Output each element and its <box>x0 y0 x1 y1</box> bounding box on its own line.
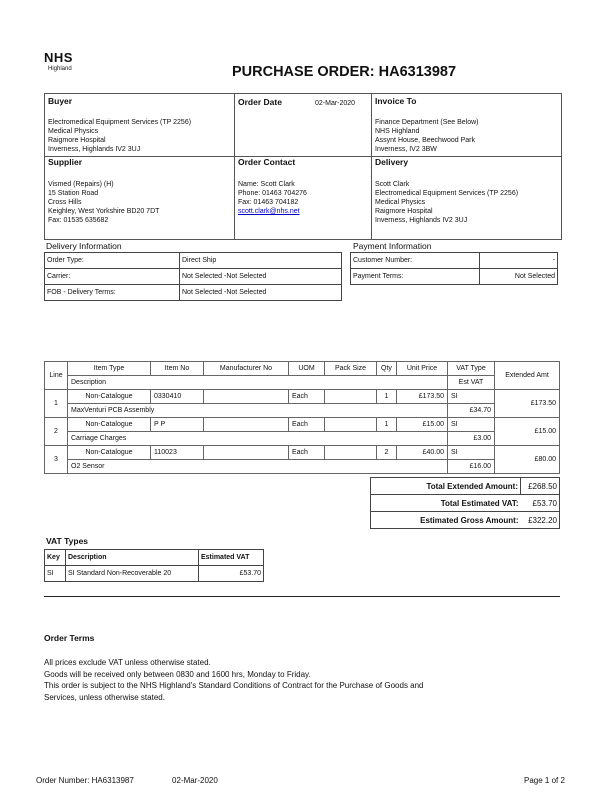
vat-types-title: VAT Types <box>46 536 89 546</box>
table-row: Total Estimated VAT: £53.70 <box>371 495 560 512</box>
table-row: 1 Non-Catalogue 0330410 Each 1 £173.50 SI £173.50 <box>45 390 560 404</box>
table-row: Estimated Gross Amount: £322.20 <box>371 512 560 529</box>
delivery-info-table <box>44 252 342 301</box>
table-row-description: Carriage Charges £3.00 <box>45 432 560 446</box>
table-row: Payment Terms: Not Selected <box>351 269 558 285</box>
table-row: 3 Non-Catalogue 110023 Each 2 £40.00 SI £80.00 <box>45 446 560 460</box>
footer-page-number: Page 1 of 2 <box>524 776 565 785</box>
address-block <box>44 93 562 240</box>
items-header-row-2: Description Est VAT <box>45 376 560 390</box>
table-row: Total Extended Amount: £268.50 <box>371 478 560 495</box>
vat-types-table <box>44 549 264 582</box>
totals-table <box>370 477 560 529</box>
page-title: PURCHASE ORDER: HA6313987 <box>232 64 457 80</box>
items-header-row: Line Item Type Item No Manufacturer No UOM Pack Size Qty Unit Price VAT Type Extended Amt <box>45 362 560 376</box>
nhs-logo-subtitle: Highland <box>48 66 72 72</box>
table-row: Key Description Estimated VAT <box>45 550 264 566</box>
contact-email-link[interactable]: scott.clark@nhs.net <box>238 208 300 215</box>
order-contact-details: Name: Scott Clark Phone: 01463 704276 Fax: 01463 704182 scott.clark@nhs.net <box>238 181 307 215</box>
payment-info-title: Payment Information <box>353 241 432 251</box>
table-row-description: MaxVenturi PCB Assembly £34.70 <box>45 404 560 418</box>
footer-date: 02-Mar-2020 <box>172 776 218 785</box>
order-date-value: 02-Mar-2020 <box>315 100 356 107</box>
buyer-label: Buyer <box>48 96 73 106</box>
delivery-label: Delivery <box>375 157 409 167</box>
payment-info-table <box>350 252 558 285</box>
table-row: 2 Non-Catalogue P P Each 1 £15.00 SI £15.00 <box>45 418 560 432</box>
invoice-to-label: Invoice To <box>375 96 417 106</box>
table-row: Order Type: Direct Ship <box>45 253 342 269</box>
divider <box>44 596 560 597</box>
supplier-label: Supplier <box>48 157 83 167</box>
table-row-description: O2 Sensor £16.00 <box>45 460 560 474</box>
table-row: FOB - Delivery Terms: Not Selected -Not Selected <box>45 285 342 301</box>
footer-order-number: Order Number: HA6313987 <box>36 776 134 785</box>
nhs-logo: NHS <box>44 50 73 65</box>
supplier-address: Vismed (Repairs) (H) 15 Station Road Cross Hills Keighley, West Yorkshire BD20 7DT Fax: 01535 635682 <box>48 181 160 224</box>
order-terms-text: All prices exclude VAT unless otherwise stated. Goods will be received only between 0830 and 1600 hrs, Monday to Friday. This order is subject to the NHS Highland's Standard Conditions of Contract for the Purchase of Goods and Services, unless otherwise stated. <box>44 658 424 702</box>
delivery-address: Scott Clark Electromedical Equipment Services (TP 2256) Medical Physics Raigmore Hospital Inverness, Highlands IV2 3UJ <box>375 181 519 224</box>
order-terms-title: Order Terms <box>44 633 95 643</box>
order-contact-label: Order Contact <box>238 157 296 167</box>
invoice-to-address: Finance Department (See Below) NHS Highland Assynt House, Beechwood Park Inverness, IV2 3BW <box>375 119 479 153</box>
table-row: Customer Number: - <box>351 253 558 269</box>
line-items-table <box>44 361 560 474</box>
buyer-address: Electromedical Equipment Services (TP 2256) Medical Physics Raigmore Hospital Inverness, Highlands IV2 3UJ <box>48 119 192 153</box>
order-date-label: Order Date <box>238 97 282 107</box>
table-row: Carrier: Not Selected -Not Selected <box>45 269 342 285</box>
delivery-info-title: Delivery Information <box>46 241 122 251</box>
table-row: SI SI Standard Non-Recoverable 20 £53.70 <box>45 566 264 582</box>
